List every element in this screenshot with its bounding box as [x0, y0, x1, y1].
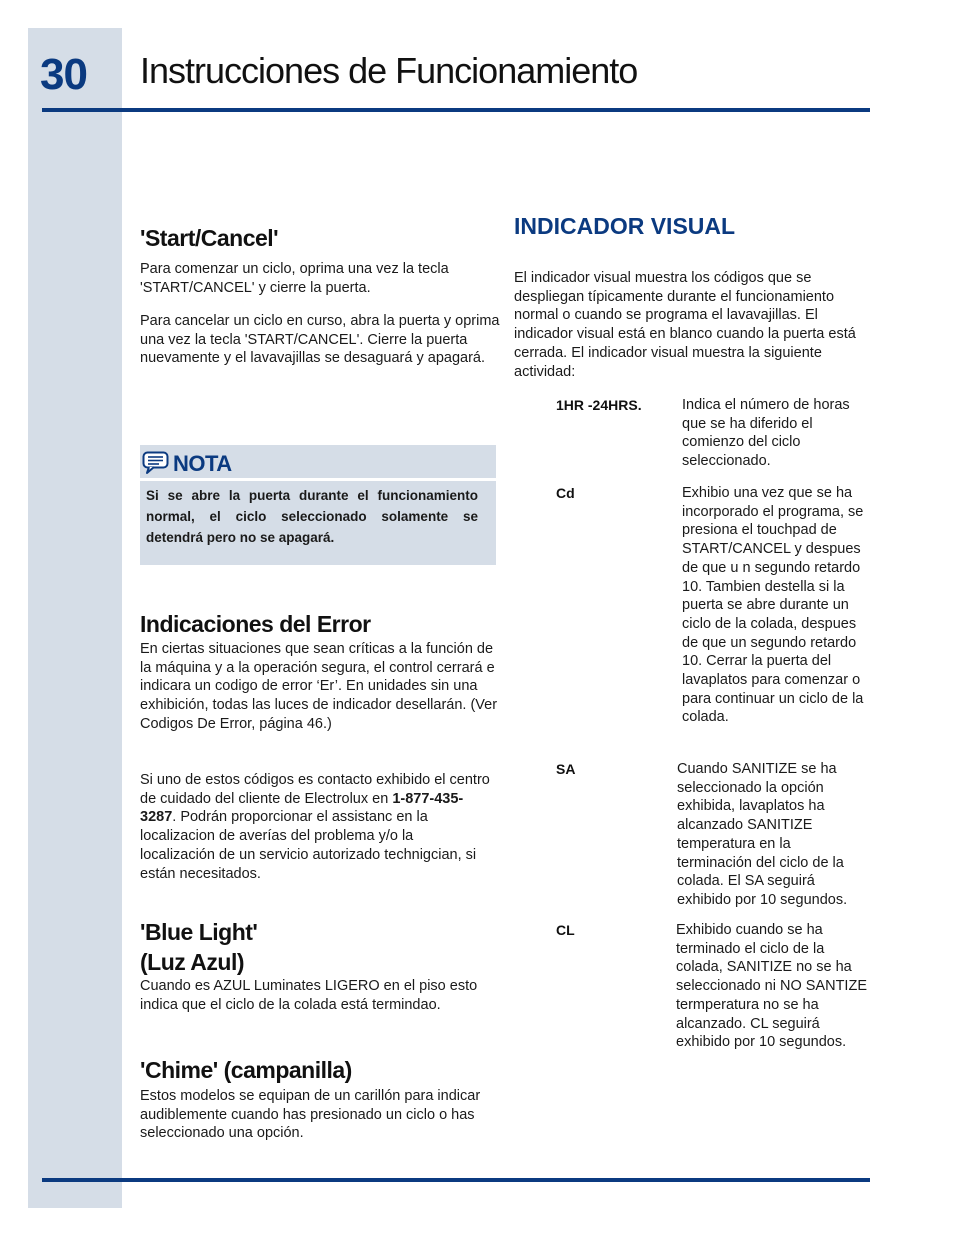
code-description: Cuando SANITIZE se ha seleccionado la opción exhibida, lavaplatos ha alcanzado SANITIZE temperatura en la terminación del ciclo de la colada. El SA seguirá exhibido por 10 segundos. — [677, 761, 848, 908]
visual-indicator-heading: INDICADOR VISUAL — [514, 213, 736, 239]
error-paragraph-2-start: Si uno de estos códigos es contacto exhibido el centro de cuidado del cliente de Electrolux en — [140, 772, 490, 807]
note-label: NOTA — [173, 451, 232, 476]
code-label: CL — [556, 922, 575, 938]
visual-indicator-intro: El indicador visual muestra los códigos que se despliegan típicamente durante el funcionamiento normal o cuando se programa el lavavajillas. El indicador visual está en blanco cuando la puerta está cerrada. El indicador visual muestra la siguiente actividad: — [514, 270, 856, 380]
blue-light-heading-line-1: 'Blue Light' — [140, 919, 258, 945]
blue-light-heading — [140, 917, 257, 977]
error-paragraph-2-end: . Podrán proporcionar el assistanc en la localizacion de averías del problema y/o la localización de un servicio autorizado technigcian, si están necesitados. — [140, 809, 477, 882]
header-rule — [42, 108, 870, 112]
code-description: Exhibido cuando se ha terminado el ciclo de la colada, SANITIZE no se ha seleccionado ni NO SANTIZE termperatura no se ha alcanzado. CL seguirá exhibido por 10 segundos. — [676, 922, 867, 1051]
code-label: 1HR -24HRS. — [556, 397, 642, 413]
code-description: Exhibio una vez que se ha incorporado el programa, se presiona el touchpad de START/CANCEL y despues de que u n segundo retardo 10. Tambien destella si la puerta se abre durante un ciclo de la colada, despues de que un segundo retardo 10. Cerrar la puerta del lavaplatos para comenzar o para continuar un ciclo de la colada. — [682, 485, 864, 726]
blue-light-heading-line-2: (Luz Azul) — [140, 949, 245, 975]
note-box — [140, 481, 496, 565]
page-title: Instrucciones de Funcionamiento — [140, 50, 638, 91]
chime-heading: 'Chime' (campanilla) — [140, 1057, 352, 1083]
support-phone-number: 1-877-435-3287 — [140, 790, 464, 826]
error-paragraph-2 — [140, 771, 492, 883]
start-cancel-paragraph-2: Para cancelar un ciclo en curso, abra la puerta y oprima una vez la tecla 'START/CANCEL'. Cierre la puerta nuevamente y el lavavajillas se desaguará y apagará. — [140, 313, 500, 367]
start-cancel-heading: 'Start/Cancel' — [140, 225, 279, 251]
footer-rule — [42, 1178, 870, 1182]
note-header — [140, 445, 496, 478]
note-speech-icon — [142, 451, 170, 475]
page-number: 30 — [40, 50, 87, 99]
chime-text: Estos modelos se equipan de un carillón para indicar audiblemente cuando has presionado un ciclo o has seleccionado una opción. — [140, 1088, 481, 1142]
error-paragraph-1: En ciertas situaciones que sean críticas a la función de la máquina y a la operación segura, el control cerrará e indicara un codigo de error ‘Er’. En unidades sin una exhibición, todas las luces de indicador desellarán. (Ver Codigos De Error, página 46.) — [140, 641, 498, 732]
sidebar-band — [28, 28, 122, 1208]
start-cancel-paragraph-1: Para comenzar un ciclo, oprima una vez la tecla 'START/CANCEL' y cierre la puerta. — [140, 261, 449, 296]
blue-light-text: Cuando es AZUL Luminates LIGERO en el piso esto indica que el ciclo de la colada está termindao. — [140, 978, 478, 1013]
code-description: Indica el número de horas que se ha diferido el comienzo del ciclo seleccionado. — [682, 397, 850, 470]
code-label: Cd — [556, 485, 575, 501]
code-label: SA — [556, 761, 576, 777]
error-heading: Indicaciones del Error — [140, 611, 371, 637]
note-text: Si se abre la puerta durante el funcionamiento normal, el ciclo seleccionado solamente se detendrá pero no se apagará. — [146, 488, 478, 545]
